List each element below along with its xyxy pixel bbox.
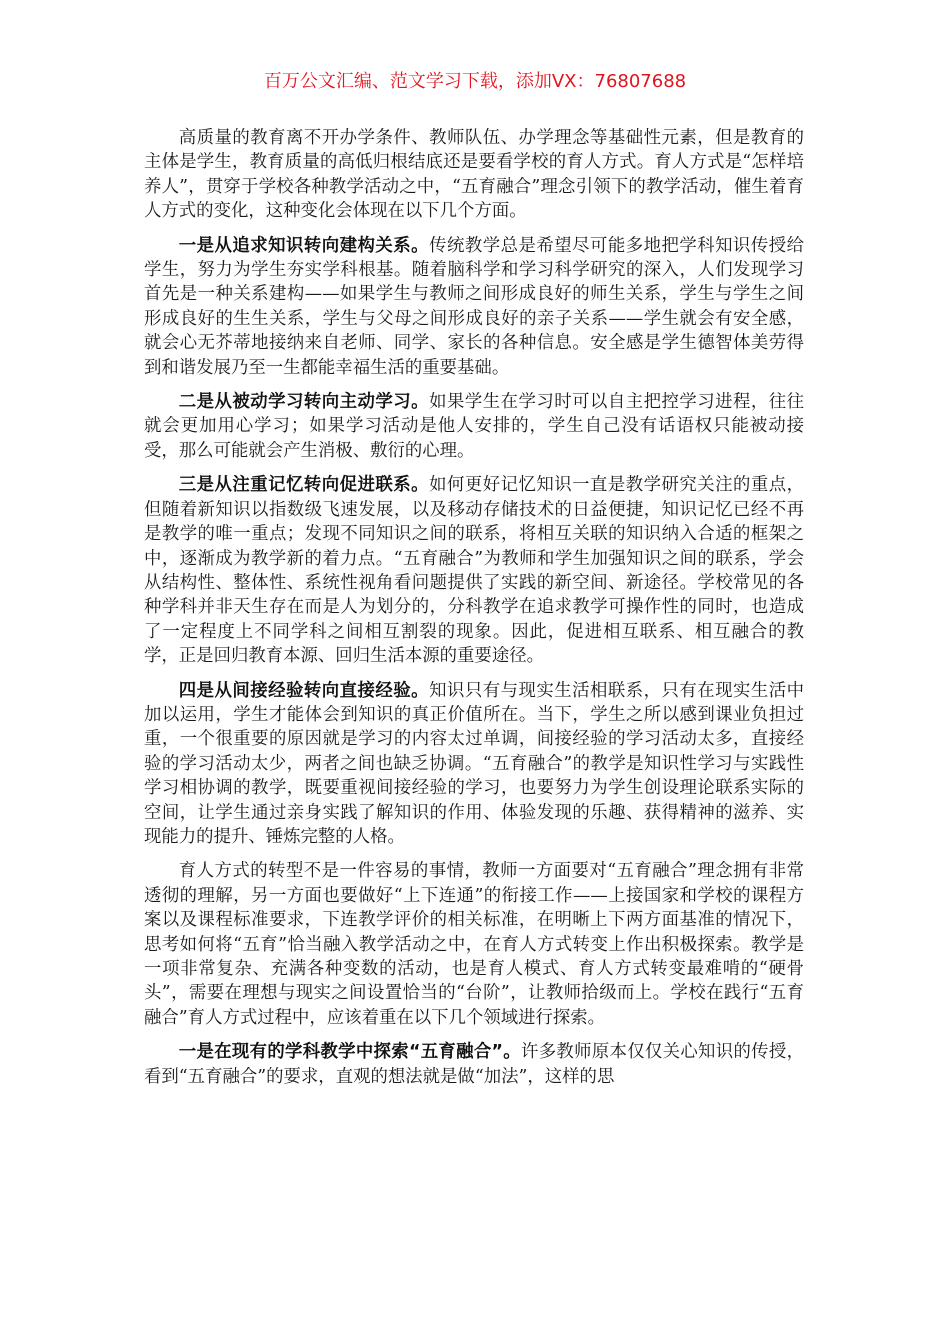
paragraph-point-1 bbox=[144, 234, 804, 380]
paragraph-text: 传统教学总是希望尽可能多地把学科知识传授给学生，努力为学生夯实学科根基。随着脑科学和学习科学研究的深入，人们发现学习首先是一种关系建构——如果学生与教师之间形成良好的师生关系，学生与学生之间形成良好的生生关系，学生与父母之间形成良好的亲子关系——学生就会有安全感，就会心无芥蒂地接纳来自老师、同学、家长的各种信息。安全感是学生德智体美劳得到和谐发展乃至一生都能幸福生活的重要基础。 bbox=[144, 235, 804, 378]
paragraph-lead: 二是从被动学习转向主动学习。 bbox=[178, 392, 430, 413]
paragraph-text: 如果学生在学习时可以自主把控学习进程，往往就会更加用心学习；如果学习活动是他人安排的，学生自己没有话语权只能被动接受，那么可能就会产生消极、敷衍的心理。 bbox=[144, 392, 804, 461]
paragraph-point-4 bbox=[144, 679, 804, 850]
paragraph-intro bbox=[144, 126, 804, 224]
paragraph-text: 知识只有与现实生活相联系，只有在现实生活中加以运用，学生才能体会到知识的真正价值所在。当下，学生之所以感到课业负担过重，一个很重要的原因就是学习的内容太过单调，间接经验的学习活动太多，直接经验的学习活动太少，两者之间也缺乏协调。“五育融合”的教学是知识性学习与实践性学习相协调的教学，既要重视间接经验的学习，也要努力为学生创设理论联系实际的空间，让学生通过亲身实践了解知识的作用、体验发现的乐趣、获得精神的滋养、实现能力的提升、锤炼完整的人格。 bbox=[144, 680, 804, 847]
paragraph-text: 高质量的教育离不开办学条件、教师队伍、办学理念等基础性元素，但是教育的主体是学生，教育质量的高低归根结底还是要看学校的育人方式。育人方式是“怎样培养人”，贯穿于学校各种教学活动之中，“五育融合”理念引领下的教学活动，催生着育人方式的变化，这种变化会体现在以下几个方面。 bbox=[144, 128, 804, 222]
paragraph-text: 如何更好记忆知识一直是教学研究关注的重点，但随着新知识以指数级飞速发展，以及移动存储技术的日益便捷，知识记忆已经不再是教学的唯一重点；发现不同知识之间的联系，将相互关联的知识纳入合适的框架之中，逐渐成为教学新的着力点。“五育融合”为教师和学生加强知识之间的联系，学会从结构性、整体性、系统性视角看问题提供了实践的新空间、新途径。学校常见的各种学科并非天生存在而是人为划分的，分科教学在追求教学可操作性的同时，也造成了一定程度上不同学科之间相互割裂的现象。因此，促进相互联系、相互融合的教学，正是回归教育本源、回归生活本源的重要途径。 bbox=[144, 475, 804, 667]
paragraph-lead: 三是从注重记忆转向促进联系。 bbox=[178, 475, 430, 496]
paragraph-point-2 bbox=[144, 390, 804, 463]
paragraph-lead: 一是在现有的学科教学中探索“五育融合”。 bbox=[178, 1042, 521, 1063]
paragraph-domain-1 bbox=[144, 1040, 804, 1089]
article-body bbox=[144, 126, 804, 1099]
paragraph-text: 育人方式的转型不是一件容易的事情，教师一方面要对“五育融合”理念拥有非常透彻的理解，另一方面也要做好“上下连通”的衔接工作——上接国家和学校的课程方案以及课程标准要求，下连教学评价的相关标准，在明晰上下两方面基准的情况下，思考如何将“五育”恰当融入教学活动之中，在育人方式转变上作出积极探索。教学是一项非常复杂、充满各种变数的活动，也是育人模式、育人方式转变最难啃的“硬骨头”，需要在理想与现实之间设置恰当的“台阶”，让教师拾级而上。学校在践行“五育融合”育人方式过程中，应该着重在以下几个领域进行探索。 bbox=[144, 861, 804, 1028]
paragraph-lead: 一是从追求知识转向建构关系。 bbox=[178, 235, 430, 256]
paragraph-lead: 四是从间接经验转向直接经验。 bbox=[178, 680, 430, 701]
paragraph-text: 许多教师原本仅仅关心知识的传授，看到“五育融合”的要求，直观的想法就是做“加法”，这样的思 bbox=[144, 1042, 804, 1087]
paragraph-transition bbox=[144, 859, 804, 1030]
page-header: 百万公文汇编、范文学习下载，添加VX：76807688 bbox=[263, 71, 687, 92]
paragraph-point-3 bbox=[144, 473, 804, 668]
